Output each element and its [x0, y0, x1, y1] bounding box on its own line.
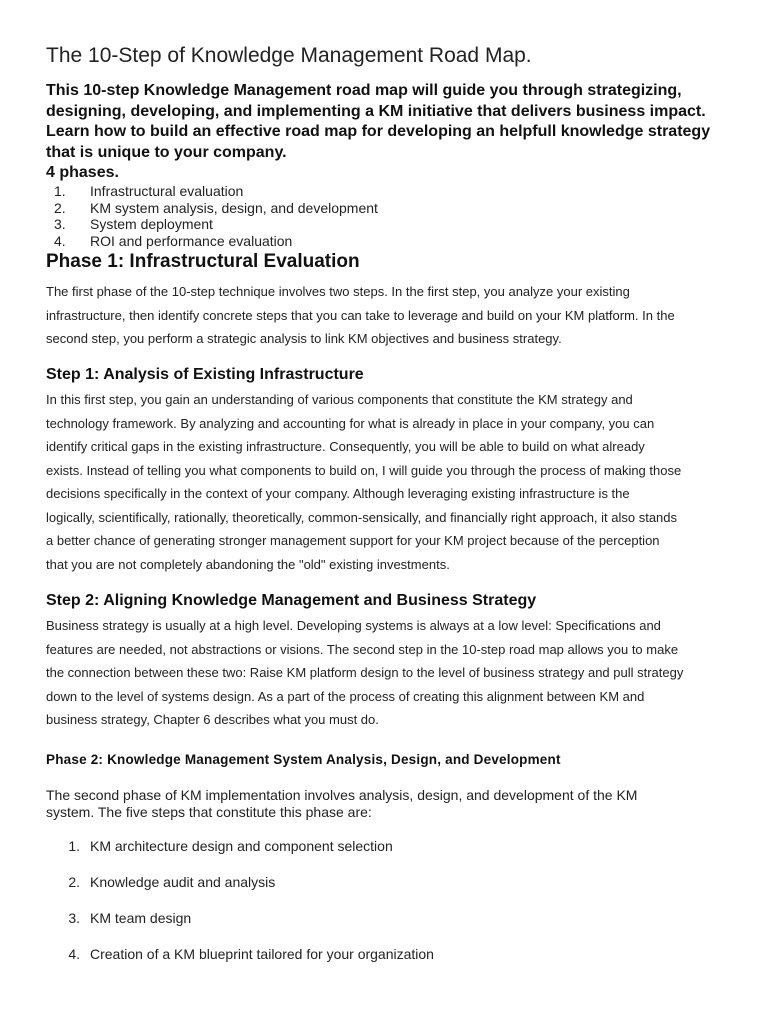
list-label: ROI and performance evaluation: [90, 233, 293, 250]
step1-heading: Step 1: Analysis of Existing Infrastructure: [46, 366, 364, 383]
list-label: Infrastructural evaluation: [90, 183, 244, 199]
list-number: 4.: [68, 946, 80, 962]
phases-count: 4 phases.: [46, 164, 119, 181]
list-number: 2.: [68, 874, 80, 890]
phase2-heading: Phase 2: Knowledge Management System Analysis, Design, and Development: [46, 752, 561, 767]
list-item: [46, 910, 434, 946]
intro-paragraph: [46, 81, 736, 184]
text-line: that you are not completely abandoning the "old" existing investments.: [46, 556, 450, 572]
document-title: The 10-Step of Knowledge Management Road Map.: [46, 44, 532, 67]
list-label: System deployment: [90, 216, 213, 233]
phase2-steps-list: [46, 838, 434, 982]
text-line: The second phase of KM implementation involves analysis, design, and development of the KM: [46, 787, 638, 803]
list-item: [46, 838, 434, 874]
list-label: KM system analysis, design, and development: [90, 199, 378, 216]
text-line: The first phase of the 10-step technique involves two steps. In the first step, you analyze your existing: [46, 284, 630, 299]
text-line: business strategy, Chapter 6 describes what you must do.: [46, 712, 379, 727]
intro-line: Learn how to build an effective road map for developing an helpfull knowledge strategy: [46, 123, 711, 140]
text-line: technology framework. By analyzing and accounting for what is already in place in your company, you can: [46, 415, 655, 431]
list-label: Creation of a KM blueprint tailored for your organization: [90, 946, 434, 962]
text-line: exists. Instead of telling you what components to build on, I will guide you through the process of making those: [46, 462, 682, 478]
list-item: [46, 200, 646, 217]
intro-line: designing, developing, and implementing a KM initiative that delivers business impact.: [46, 102, 706, 120]
list-label: KM architecture design and component selection: [90, 838, 393, 854]
text-line: identify critical gaps in the existing infrastructure. Consequently, you will be able to build on what already: [46, 439, 645, 454]
text-line: second step, you perform a strategic analysis to link KM objectives and business strategy.: [46, 331, 562, 346]
text-line: decisions specifically in the context of your company. Although leveraging existing infrastructure is the: [46, 486, 630, 501]
list-number: 2.: [54, 199, 66, 216]
list-number: 3.: [68, 910, 80, 926]
list-item: [46, 183, 646, 200]
text-line: infrastructure, then identify concrete steps that you can take to leverage and build on your KM platform. In the: [46, 307, 675, 323]
intro-line: that is unique to your company.: [46, 143, 287, 161]
text-line: system. The five steps that constitute this phase are:: [46, 804, 372, 820]
list-label: Knowledge audit and analysis: [90, 874, 276, 890]
list-item: [46, 874, 434, 910]
list-item: [46, 946, 434, 982]
step2-heading: Step 2: Aligning Knowledge Management and Business Strategy: [46, 592, 537, 609]
list-number: 1.: [54, 183, 66, 199]
text-line: down to the level of systems design. As a part of the process of creating this alignment between KM and: [46, 688, 645, 704]
list-label: KM team design: [90, 910, 192, 926]
phase2-paragraph: [46, 787, 706, 821]
text-line: logically, scientifically, rationally, theoretically, common-sensically, and financially right approach, it also stands: [46, 509, 678, 525]
text-line: features are needed, not abstractions or visions. The second step in the 10-step road map allows you to make: [46, 641, 679, 657]
list-item: [46, 216, 646, 233]
text-line: Business strategy is usually at a high level. Developing systems is always at a low level: Specifications and: [46, 618, 661, 633]
intro-line: This 10-step Knowledge Management road map will guide you through strategizing,: [46, 82, 682, 99]
text-line: a better chance of generating stronger management support for your KM project because of the perception: [46, 533, 660, 548]
phases-list: [46, 183, 646, 250]
step2-paragraph: [46, 614, 736, 732]
text-line: In this first step, you gain an understanding of various components that constitute the KM strategy and: [46, 392, 633, 407]
phase1-paragraph: [46, 280, 736, 351]
step1-paragraph: [46, 388, 736, 576]
list-number: 4.: [54, 233, 66, 250]
phase1-heading: Phase 1: Infrastructural Evaluation: [46, 251, 360, 272]
list-item: [46, 233, 646, 250]
text-line: the connection between these two: Raise KM platform design to the level of business strategy and pull strategy: [46, 665, 684, 680]
list-number: 3.: [54, 216, 66, 233]
list-number: 1.: [68, 838, 80, 854]
